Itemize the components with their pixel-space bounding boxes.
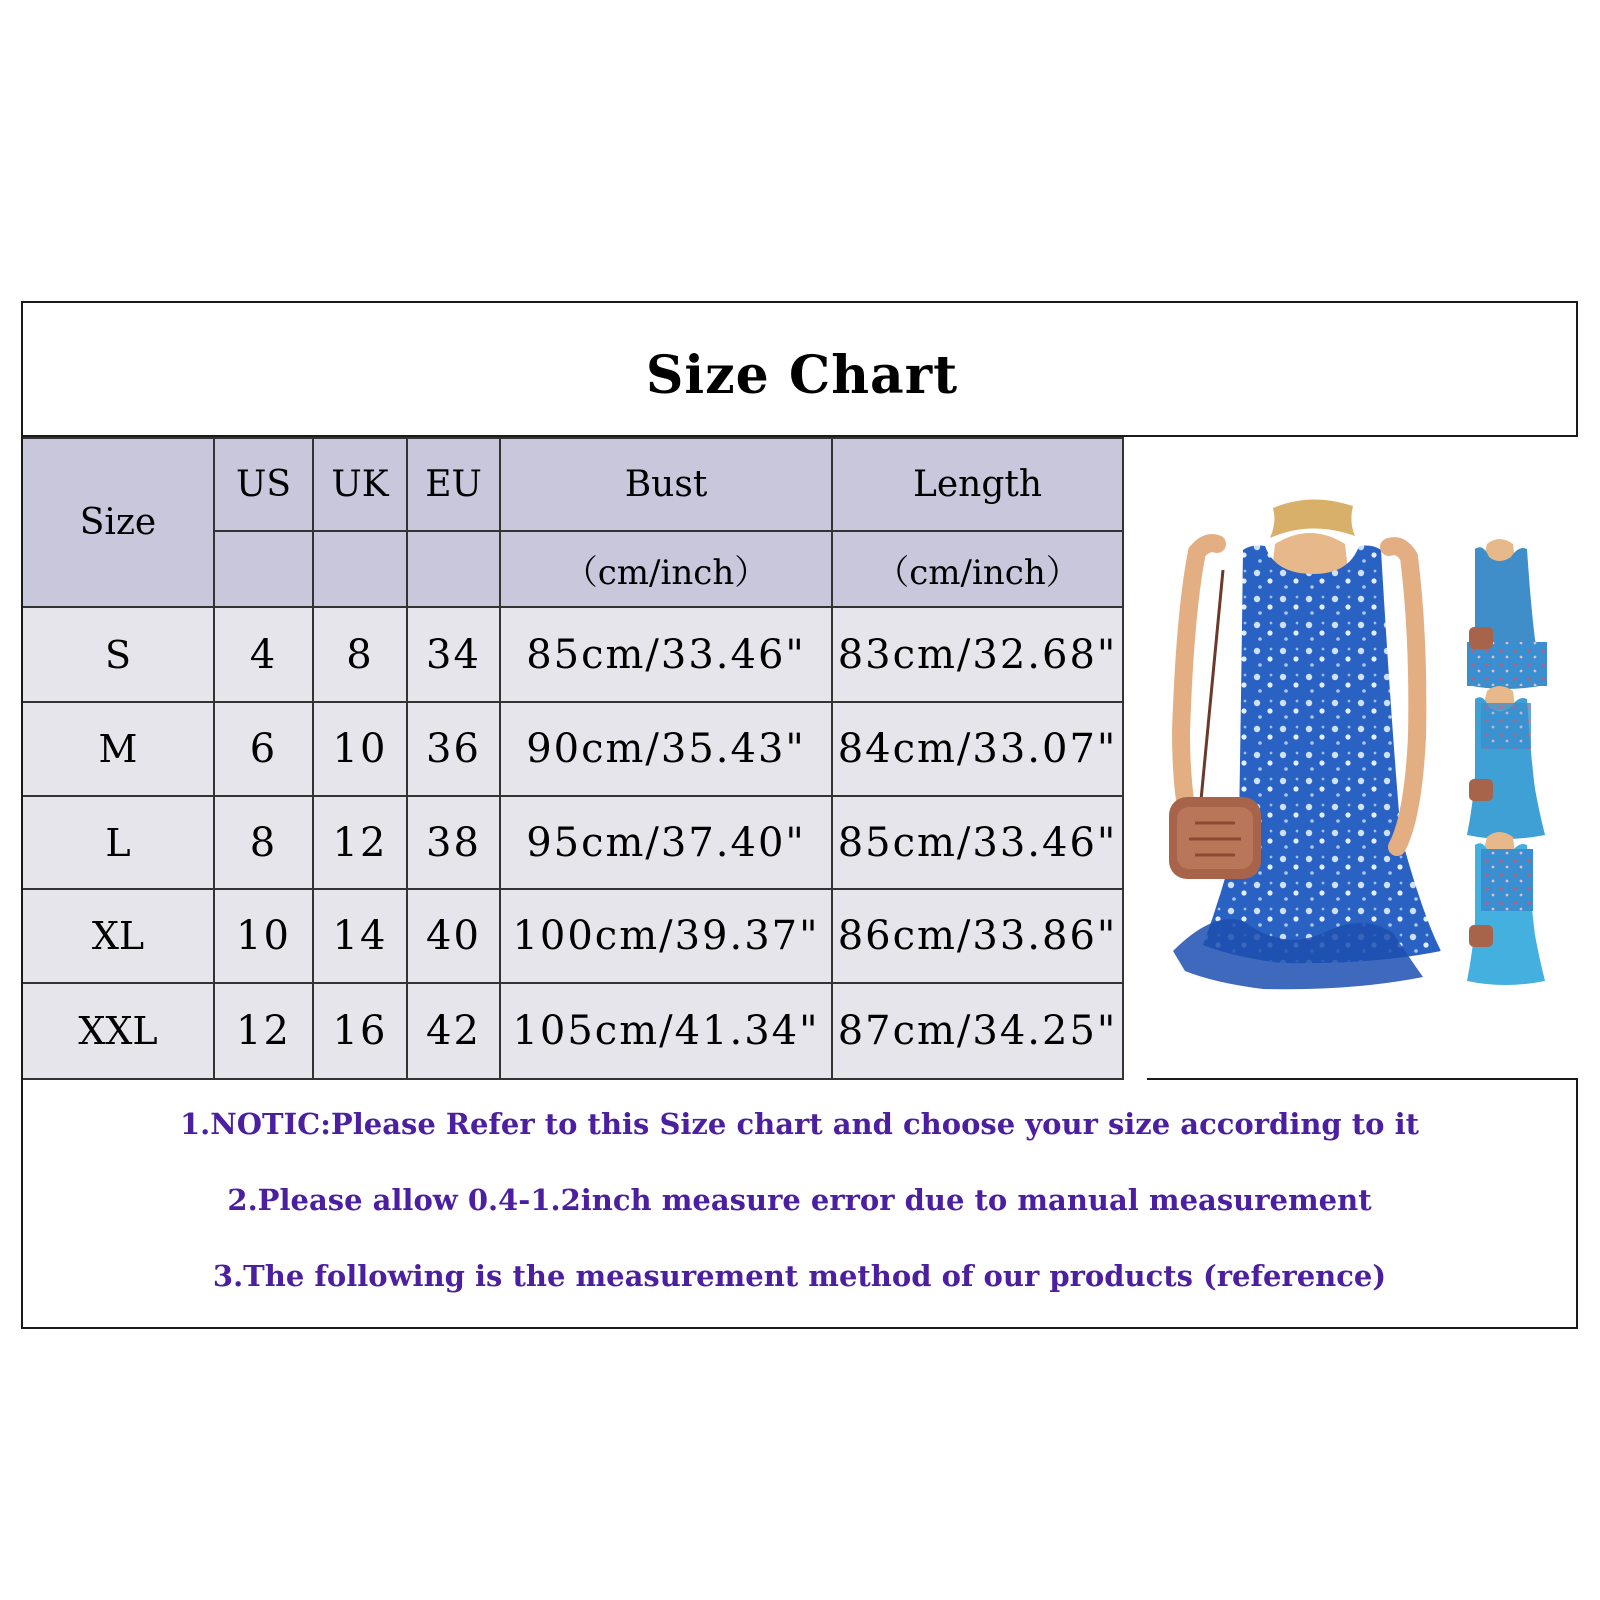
header-uk-blank (313, 531, 407, 607)
table-row (23, 607, 1123, 702)
size-cell: M (23, 702, 214, 796)
note-2: 2.Please allow 0.4-1.2inch measure error due to manual measurement (227, 1183, 1372, 1217)
model-dress-image (1169, 499, 1441, 989)
table-row (23, 983, 1123, 1079)
us-cell: 4 (214, 607, 313, 702)
eu-cell: 36 (407, 702, 500, 796)
title-row (23, 303, 1576, 437)
us-cell: 10 (214, 889, 313, 983)
length-cell: 87cm/34.25" (832, 983, 1123, 1079)
header-uk: UK (313, 438, 407, 531)
eu-cell: 42 (407, 983, 500, 1079)
length-cell: 84cm/33.07" (832, 702, 1123, 796)
uk-cell: 12 (313, 796, 407, 889)
eu-cell: 38 (407, 796, 500, 889)
uk-cell: 16 (313, 983, 407, 1079)
us-cell: 6 (214, 702, 313, 796)
header-length-unit: （cm/inch） (832, 531, 1123, 607)
size-cell: S (23, 607, 214, 702)
variant-1-image (1467, 539, 1547, 689)
eu-cell: 34 (407, 607, 500, 702)
length-cell: 85cm/33.46" (832, 796, 1123, 889)
size-cell: XL (23, 889, 214, 983)
us-cell: 8 (214, 796, 313, 889)
eu-cell: 40 (407, 889, 500, 983)
uk-cell: 8 (313, 607, 407, 702)
header-us-blank (214, 531, 313, 607)
length-cell: 86cm/33.86" (832, 889, 1123, 983)
size-chart-frame (21, 301, 1578, 1329)
header-length: Length (832, 438, 1123, 531)
bust-cell: 95cm/37.40" (500, 796, 832, 889)
variant-3-image (1467, 832, 1545, 985)
bust-cell: 100cm/39.37" (500, 889, 832, 983)
header-size: Size (23, 438, 214, 607)
notes-section (23, 1080, 1576, 1329)
header-eu-blank (407, 531, 500, 607)
bust-cell: 90cm/35.43" (500, 702, 832, 796)
size-table (23, 437, 1124, 1080)
header-us: US (214, 438, 313, 531)
product-image-area (1147, 437, 1578, 1080)
bust-cell: 105cm/41.34" (500, 983, 832, 1079)
table-row (23, 702, 1123, 796)
header-bust: Bust (500, 438, 832, 531)
size-cell: XXL (23, 983, 214, 1079)
uk-cell: 14 (313, 889, 407, 983)
page-title: Size Chart (645, 344, 959, 406)
note-3: 3.The following is the measurement method of our products (reference) (212, 1259, 1387, 1293)
us-cell: 12 (214, 983, 313, 1079)
header-bust-unit: （cm/inch） (500, 531, 832, 607)
header-eu: EU (407, 438, 500, 531)
uk-cell: 10 (313, 702, 407, 796)
variant-2-image (1467, 686, 1545, 839)
size-cell: L (23, 796, 214, 889)
table-row (23, 796, 1123, 889)
table-row (23, 889, 1123, 983)
length-cell: 83cm/32.68" (832, 607, 1123, 702)
bust-cell: 85cm/33.46" (500, 607, 832, 702)
note-1: 1.NOTIC:Please Refer to this Size chart and choose your size according to it (179, 1107, 1420, 1141)
